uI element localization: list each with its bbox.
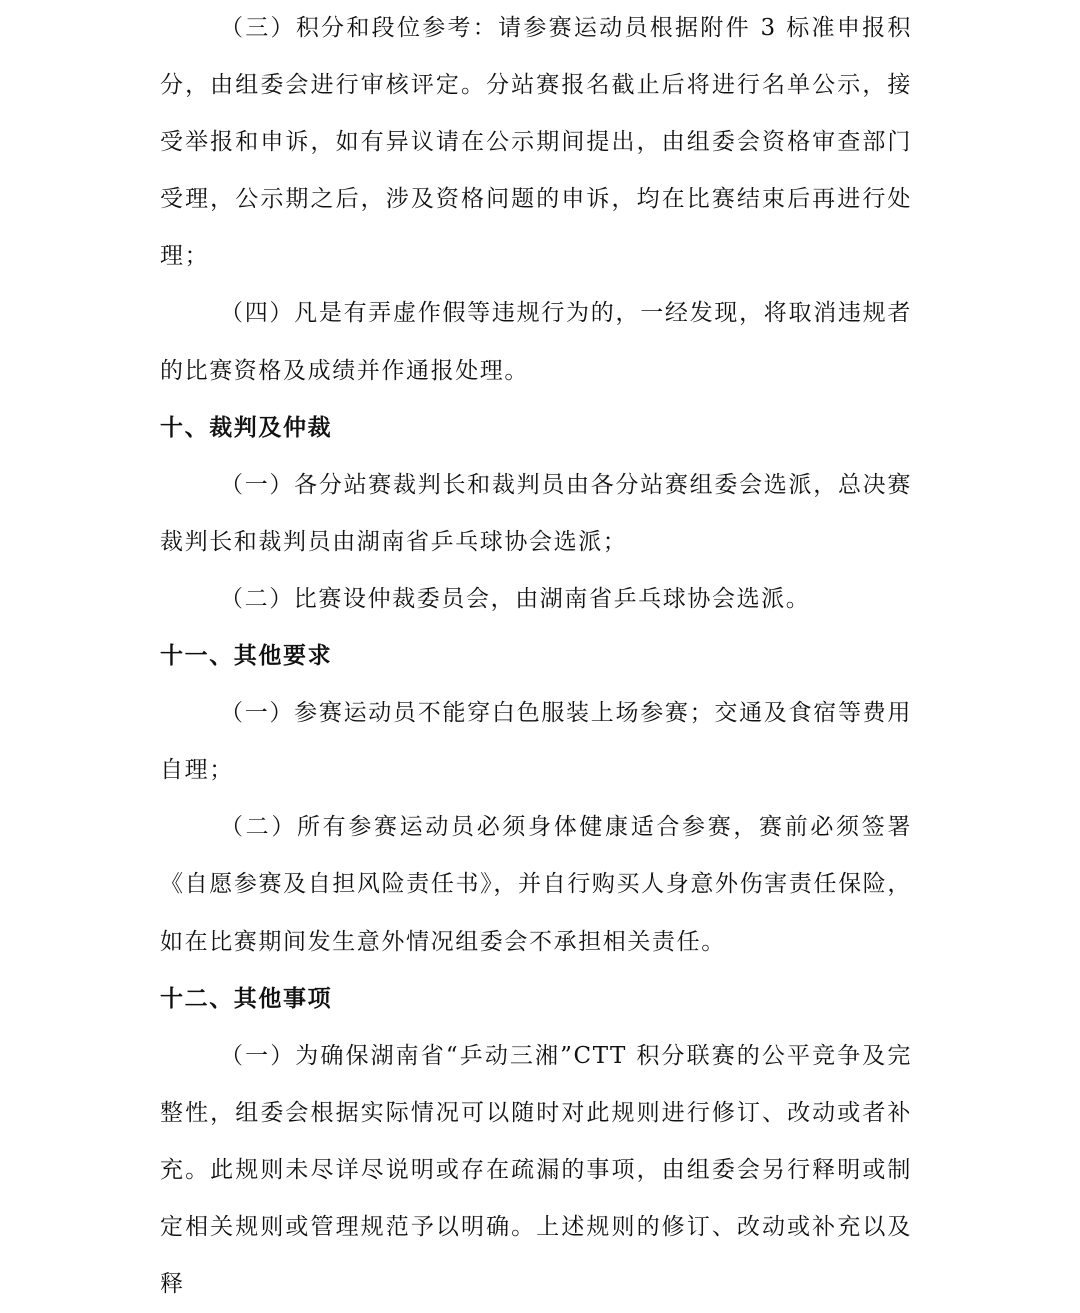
paragraph-rule-revision: （一）为确保湖南省“乒动三湘”CTT 积分联赛的公平竞争及完整性，组委会根据实际情况可以随时对此规则进行修订、改动或者补充。此规则未尽详尽说明或存在疏漏的事项，由组委会另行释明或制定相关规则或管理规范予以明确。上述规则的修订、改动或补充以及释 [160,1042,912,1298]
paragraph-health-insurance: （二）所有参赛运动员必须身体健康适合参赛，赛前必须签署《自愿参赛及自担风险责任书》，并自行购买人身意外伤害责任保险，如在比赛期间发生意外情况组委会不承担相关责任。 [160,814,912,955]
section-heading-referee: 十、裁判及仲裁 [160,414,333,441]
paragraph-arbitration-committee: （二）比赛设仲裁委员会，由湖南省乒乓球协会选派。 [220,585,811,612]
section-heading-other-requirements: 十一、其他要求 [160,643,333,670]
section-heading-other-matters: 十二、其他事项 [160,985,333,1012]
paragraph-points-reference: （三）积分和段位参考：请参赛运动员根据附件 3 标准申报积分，由组委会进行审核评定。分站赛报名截止后将进行名单公示，接受举报和申诉，如有异议请在公示期间提出，由组委会资格审查部门受理，公示期之后，涉及资格问题的申诉，均在比赛结束后再进行处理； [160,15,912,270]
paragraph-referee-selection: （一）各分站赛裁判长和裁判员由各分站赛组委会选派，总决赛裁判长和裁判员由湖南省乒乓球协会选派； [160,471,912,555]
paragraph-clothing-expenses: （一）参赛运动员不能穿白色服装上场参赛；交通及食宿等费用自理； [160,700,912,784]
paragraph-fraud-penalty: （四）凡是有弄虚作假等违规行为的，一经发现，将取消违规者的比赛资格及成绩并作通报处理。 [160,300,912,384]
document-body [160,0,912,1313]
